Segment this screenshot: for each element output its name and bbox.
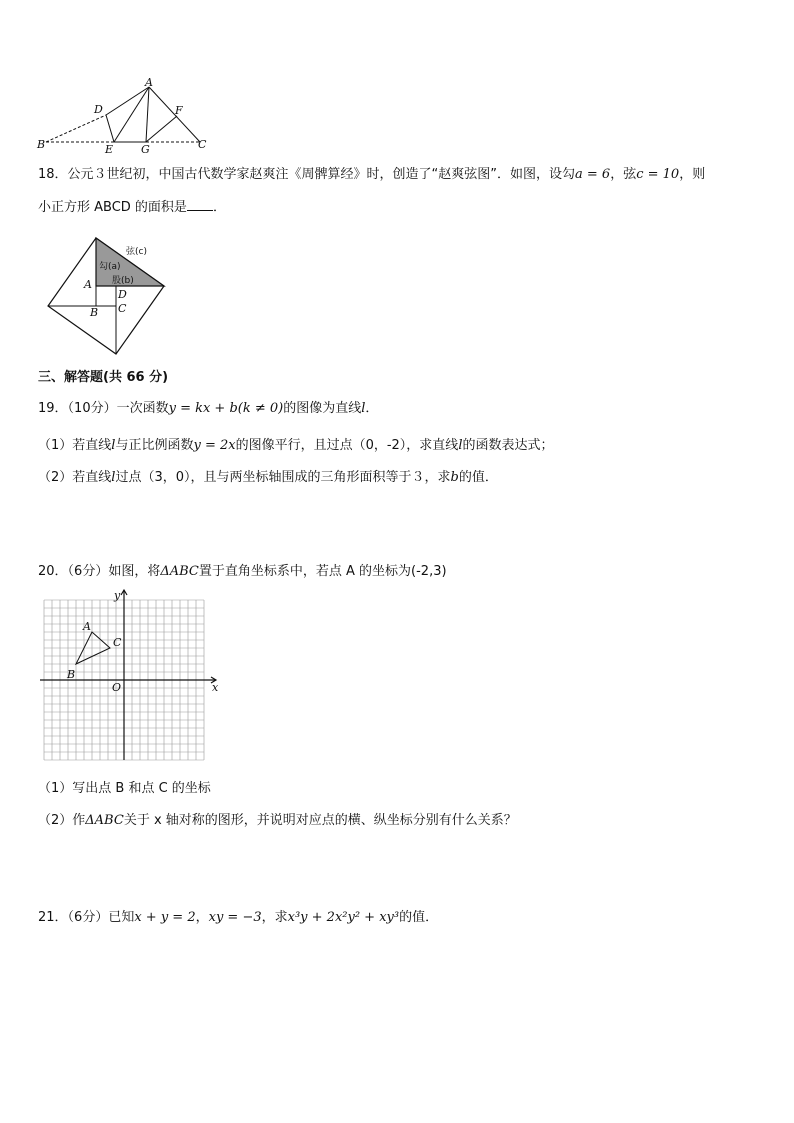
label-E: E xyxy=(105,143,114,156)
label-gou: 勾(a) xyxy=(99,262,121,272)
label-B: B xyxy=(37,138,46,151)
zhaoshuang-figure xyxy=(44,234,168,358)
q19-stem: 19．（10分）一次函数y = kx + b(k ≠ 0)的图像为直线l． xyxy=(38,401,379,416)
label-gu: 股(b) xyxy=(112,276,134,286)
label-C: C xyxy=(118,302,127,315)
label-xian: 弦(c) xyxy=(126,247,147,257)
label-D: D xyxy=(94,103,103,116)
label-F: F xyxy=(175,104,183,117)
axis-x-label: x xyxy=(212,681,219,694)
q17-figure xyxy=(34,78,224,156)
label-D: D xyxy=(118,288,127,301)
section-title: 三、解答题(共 66 分) xyxy=(38,370,169,385)
label-B: B xyxy=(67,668,76,681)
label-A: A xyxy=(84,278,92,291)
label-A: A xyxy=(145,78,153,89)
origin-label: O xyxy=(112,681,122,694)
label-C: C xyxy=(198,138,207,151)
label-C: C xyxy=(113,636,122,649)
q21-stem: 21．（6分）已知x + y = 2，xy = −3，求x³y + 2x²y² + xy³的值． xyxy=(38,910,439,925)
q19-part2: （2）若直线l过点（3，0），且与两坐标轴围成的三角形面积等于３，求b的值． xyxy=(38,470,498,485)
answer-blank xyxy=(187,198,213,211)
label-G: G xyxy=(141,143,150,156)
axis-y-label: y xyxy=(114,589,121,602)
label-B: B xyxy=(90,306,99,319)
q18-line2: 小正方形 ABCD 的面积是 ． xyxy=(38,200,226,215)
label-A: A xyxy=(83,620,91,633)
coordinate-grid xyxy=(38,588,222,764)
q20-part1: （1）写出点 B 和点 C 的坐标 xyxy=(38,781,211,796)
q18-line1: 18．公元３世纪初，中国古代数学家赵爽注《周髀算经》时，创造了“赵爽弦图”．如图，设勾a = 6，弦c = 10，则 xyxy=(38,167,706,182)
q20-stem: 20．（6分）如图，将ΔABC置于直角坐标系中，若点 A 的坐标为(-2,3) xyxy=(38,564,447,579)
q20-part2: （2）作ΔABC关于 x 轴对称的图形，并说明对应点的横、纵坐标分别有什么关系？ xyxy=(38,813,517,828)
q19-part1: （1）若直线l与正比例函数y = 2x的图像平行，且过点（0，-2），求直线l的函数表达式； xyxy=(38,438,554,453)
